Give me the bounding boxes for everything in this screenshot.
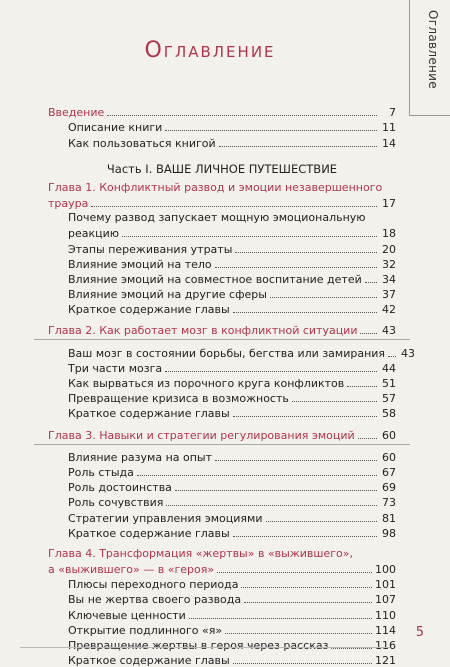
toc-item[interactable]: Ваш мозг в состоянии борьбы, бегства или замирания 43 [68, 346, 416, 360]
toc-item[interactable]: Почему развод запускает мощную эмоциональную реакцию 18 [68, 210, 396, 241]
page-number: 5 [415, 625, 424, 640]
toc-item[interactable]: Краткое содержание главы 121 [68, 654, 396, 667]
toc-item[interactable]: Превращение жертвы в героя через рассказ 116 [68, 639, 396, 653]
toc-item[interactable]: Краткое содержание главы 58 [68, 407, 396, 421]
toc-item[interactable]: Краткое содержание главы 42 [68, 303, 396, 317]
toc-intro-heading[interactable]: Введение 7 [48, 106, 396, 120]
toc-item[interactable]: Роль сочувствия 73 [68, 496, 396, 510]
toc-item[interactable]: Открытие подлинного «я» 114 [68, 623, 396, 637]
toc-item[interactable]: Краткое содержание главы 98 [68, 526, 396, 540]
toc-item[interactable]: Влияние эмоций на тело 32 [68, 257, 396, 271]
toc-item[interactable]: Как вырваться из порочного круга конфликтов 51 [68, 377, 396, 391]
part-heading: Часть I. ВАШЕ ЛИЧНОЕ ПУТЕШЕСТВИЕ [106, 161, 338, 176]
toc-chapter-2-heading[interactable]: Глава 2. Как работает мозг в конфликтной ситуации 43 [48, 324, 396, 338]
toc-item[interactable]: Влияние эмоций на совместное воспитание детей 34 [68, 272, 396, 286]
side-tab-label: Оглавление [426, 10, 440, 89]
toc-item[interactable]: Вы не жертва своего развода 107 [68, 593, 396, 607]
page-title: Оглавление [144, 38, 276, 63]
toc-item[interactable]: Описание книги 11 [68, 121, 396, 135]
toc-item[interactable]: Превращение кризиса в возможность 57 [68, 392, 396, 406]
toc-item[interactable]: Этапы переживания утраты 20 [68, 242, 396, 256]
toc-item[interactable]: Роль стыда 67 [68, 465, 396, 479]
toc-chapter-3-heading[interactable]: Глава 3. Навыки и стратегии регулирования эмоций 60 [48, 428, 396, 442]
footer-rule [20, 647, 390, 648]
toc-item[interactable]: Ключевые ценности 110 [68, 608, 396, 622]
toc-item[interactable]: Как пользоваться книгой 14 [68, 136, 396, 150]
toc-item[interactable]: Стратегии управления эмоциями 81 [68, 511, 396, 525]
toc-chapter-1-heading[interactable]: Глава 1. Конфликтный развод и эмоции незавершенного траура 17 [48, 180, 396, 210]
toc-item[interactable]: Плюсы переходного периода 101 [68, 578, 396, 592]
toc-item[interactable]: Влияние разума на опыт 60 [68, 450, 396, 464]
toc-chapter-4-heading[interactable]: Глава 4. Трансформация «жертвы» в «выжившего», а «выжившего» — в «героя» 100 [48, 546, 396, 577]
divider [34, 339, 410, 340]
table-of-contents [48, 104, 416, 667]
divider [34, 444, 410, 445]
toc-item[interactable]: Роль достоинства 69 [68, 481, 396, 495]
toc-item[interactable]: Влияние эмоций на другие сферы 37 [68, 288, 396, 302]
toc-item[interactable]: Три части мозга 44 [68, 361, 396, 375]
